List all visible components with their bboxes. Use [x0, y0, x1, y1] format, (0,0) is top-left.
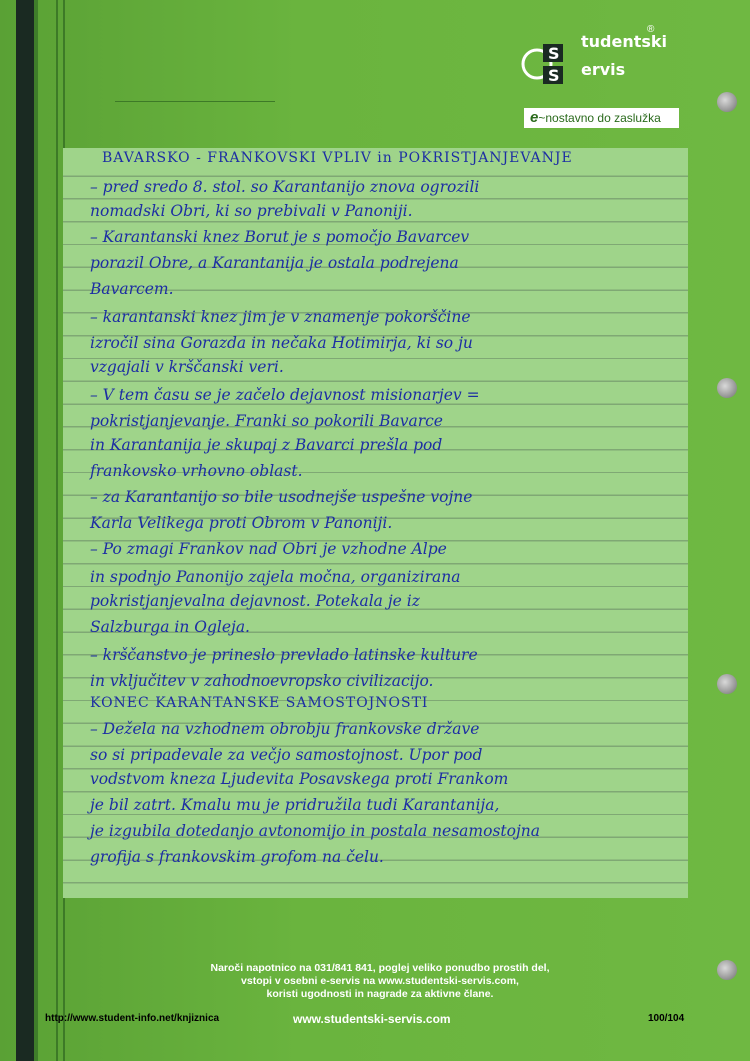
note-line: in Karantanija je skupaj z Bavarci prešla pod: [90, 436, 443, 454]
promo-line: vstopi v osebni e-servis na www.studentski-servis.com,: [241, 975, 519, 987]
note-line: pokristjanjevanje. Franki so pokorili Bavarce: [90, 412, 443, 430]
note-line: vzgajali v krščanski veri.: [90, 358, 284, 376]
punch-hole: [717, 92, 737, 112]
note-line: grofija s frankovskim grofom na čelu.: [90, 848, 384, 866]
note-line: in vključitev v zahodnoevropsko civilizacijo.: [90, 672, 434, 690]
promo-text: [180, 962, 580, 1001]
binding-edge: [34, 0, 38, 1061]
promo-line: Naroči napotnico na 031/841 841, poglej veliko ponudbo prostih del,: [210, 962, 550, 974]
note-line: – Karantanski knez Borut je s pomočjo Bavarcev: [90, 228, 470, 246]
logo-text-line2: ervis: [581, 60, 626, 79]
note-line: frankovsko vrhovno oblast.: [90, 462, 303, 480]
note-heading: KONEC KARANTANSKE SAMOSTOJNOSTI: [90, 695, 429, 711]
note-line: – pred sredo 8. stol. so Karantanijo znova ogrozili: [90, 178, 480, 196]
punch-hole: [717, 674, 737, 694]
note-line: – karantanski knez jim je v znamenje pokorščine: [90, 308, 471, 326]
note-line: – V tem času se je začelo dejavnost misionarjev =: [90, 386, 480, 404]
slogan-text: ~nostavno do zaslužka: [538, 111, 661, 125]
note-line: in spodnjo Panonijo zajela močna, organizirana: [90, 568, 461, 586]
note-line: porazil Obre, a Karantanija je ostala podrejena: [90, 254, 459, 272]
logo-text-line1: tudentski: [581, 32, 668, 51]
page-number: 100/104: [648, 1013, 685, 1024]
note-line: je izgubila dotedanjo avtonomijo in postala nesamostojna: [90, 822, 540, 840]
svg-text:S: S: [548, 66, 560, 85]
slogan-banner: [524, 108, 679, 128]
studentski-servis-logo: [515, 22, 675, 92]
note-line: Bavarcem.: [90, 280, 174, 298]
note-heading: BAVARSKO - FRANKOVSKI VPLIV in POKRISTJANJEVANJE: [102, 150, 573, 166]
note-line: izročil sina Gorazda in nečaka Hotimirja, ki so ju: [90, 334, 473, 352]
note-line: – za Karantanijo so bile usodnejše uspešne vojne: [90, 488, 473, 506]
note-line: – krščanstvo je prineslo prevlado latinske kulture: [90, 646, 478, 664]
slogan-e: e: [530, 109, 539, 126]
note-line: – Po zmagi Frankov nad Obri je vzhodne Alpe: [90, 540, 447, 558]
margin-line: [56, 0, 58, 1061]
note-line: so si pripadevale za večjo samostojnost. Upor pod: [90, 746, 483, 764]
note-line: vodstvom kneza Ljudevita Posavskega proti Frankom: [90, 770, 509, 788]
logo-mark-icon: [519, 40, 565, 86]
promo-line: koristi ugodnosti in nagrade za aktivne člane.: [266, 988, 494, 1000]
note-line: je bil zatrt. Kmalu mu je pridružila tudi Karantanija,: [90, 796, 500, 814]
top-rule: [115, 101, 275, 102]
punch-hole: [717, 378, 737, 398]
note-line: Salzburga in Ogleja.: [90, 618, 250, 636]
registered-mark: ®: [647, 24, 655, 35]
note-line: – Dežela na vzhodnem obrobju frankovske države: [90, 720, 480, 738]
svg-text:S: S: [548, 44, 560, 63]
studentski-servis-link[interactable]: www.studentski-servis.com: [293, 1012, 451, 1026]
punch-hole: [717, 960, 737, 980]
note-line: Karla Velikega proti Obrom v Panoniji.: [90, 514, 393, 532]
student-info-link[interactable]: http://www.student-info.net/knjiznica: [45, 1013, 220, 1024]
note-line: pokristjanjevalna dejavnost. Potekala je iz: [90, 592, 420, 610]
note-line: nomadski Obri, ki so prebivali v Panoniji.: [90, 202, 413, 220]
binding-strip: [16, 0, 34, 1061]
